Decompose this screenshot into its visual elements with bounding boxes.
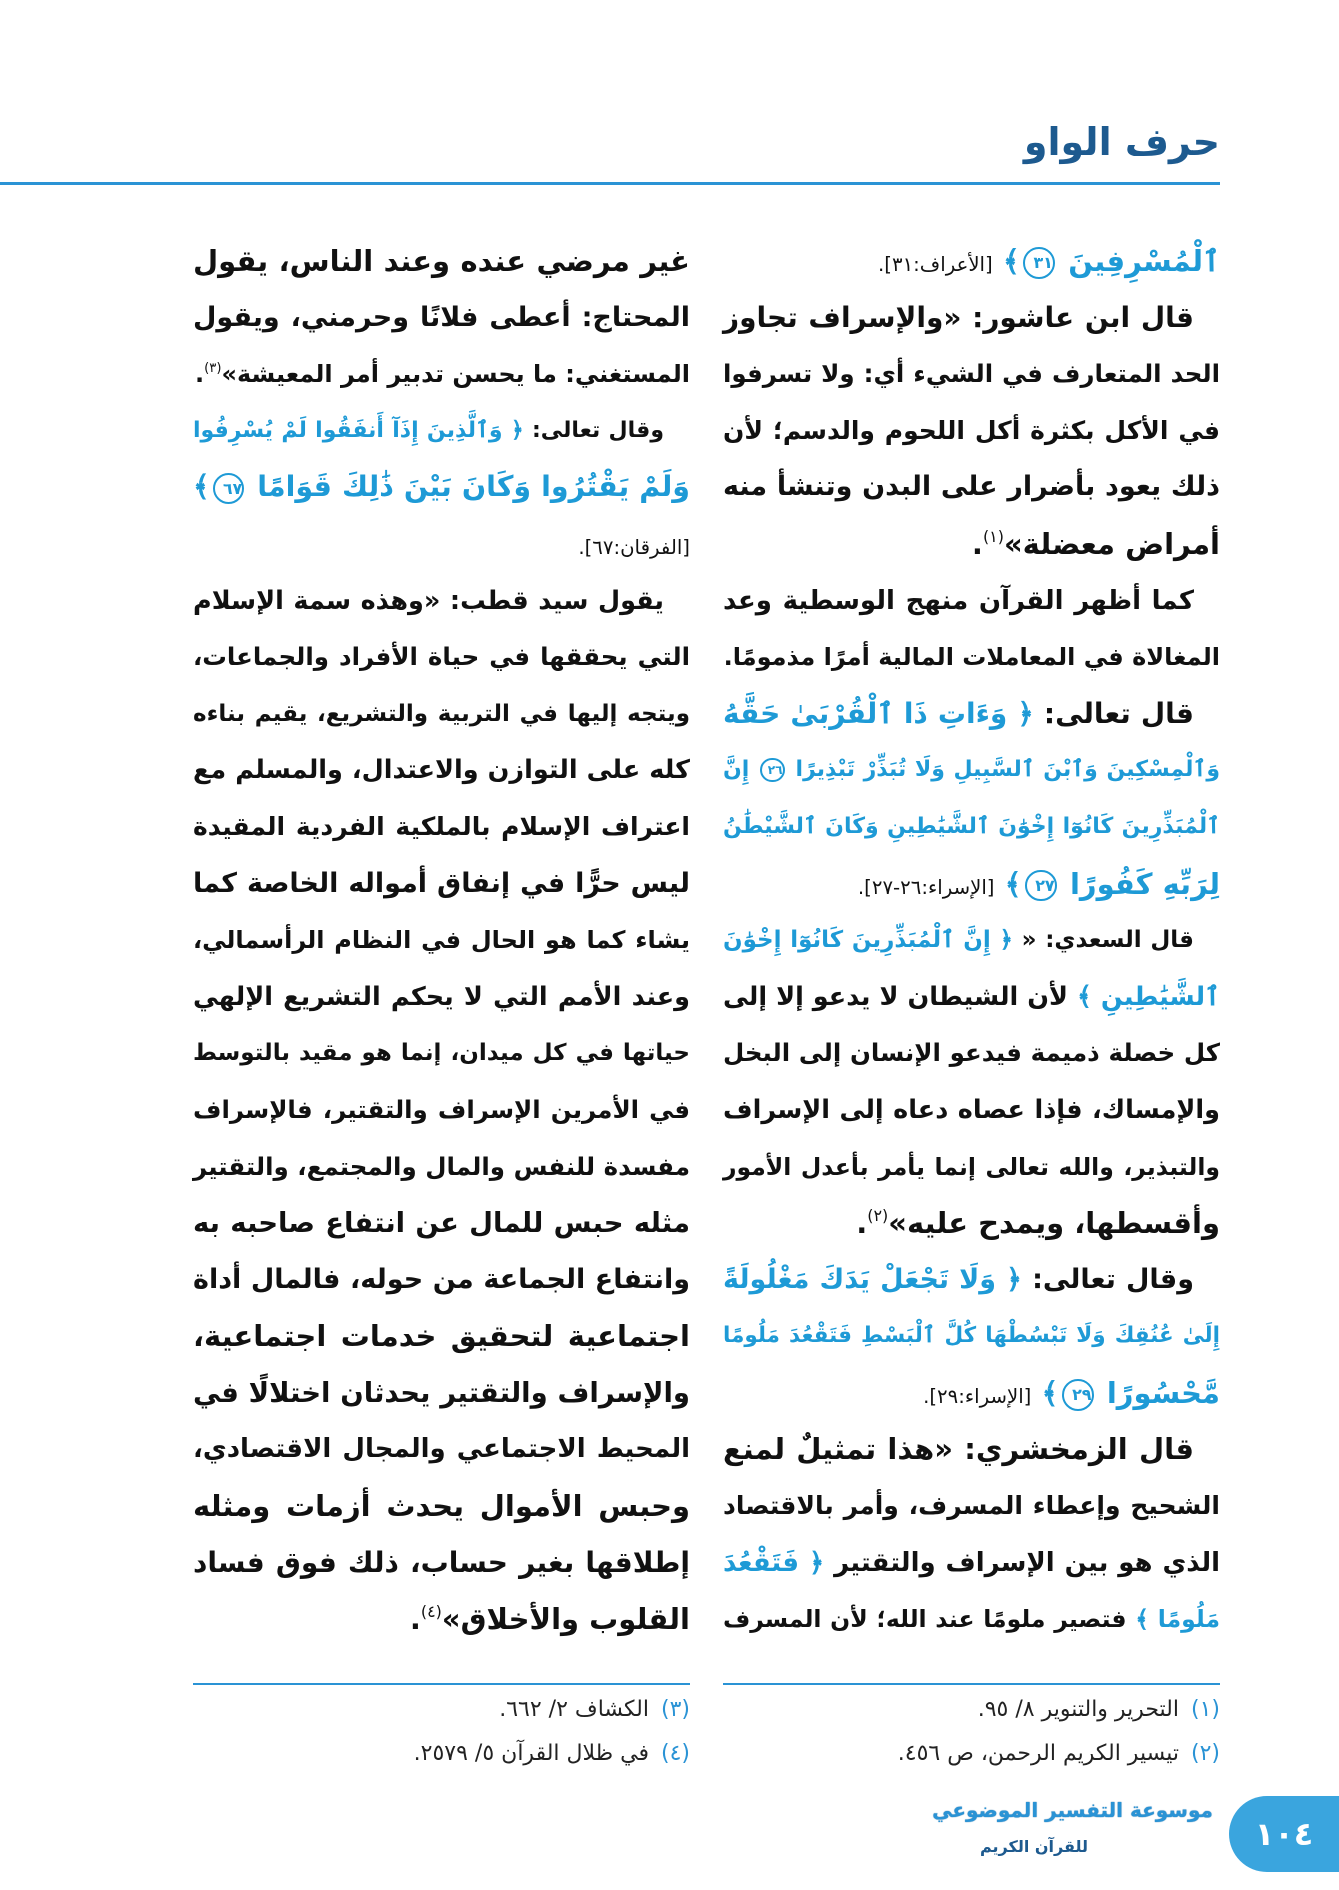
quran-text: مَلُومًا ﴾ bbox=[1135, 1605, 1221, 1634]
paragraph bbox=[723, 573, 1220, 686]
paragraph bbox=[723, 912, 1220, 1252]
body-text: ذلك يعود بأضرار على البدن وتنشأ منه bbox=[723, 471, 1220, 503]
text-line bbox=[723, 1535, 1220, 1592]
text-line bbox=[723, 1308, 1220, 1365]
text-line bbox=[193, 1308, 690, 1365]
body-text: اعتراف الإسلام بالملكية الفردية المقيدة bbox=[193, 811, 690, 841]
text-line bbox=[723, 686, 1220, 743]
footnote-number: (٣) bbox=[660, 1697, 690, 1722]
body-text: والتبذير، والله تعالى إنما يأمر بأعدل الأمور bbox=[723, 1152, 1220, 1181]
body-text: وقال تعالى: bbox=[523, 417, 664, 443]
text-line bbox=[193, 459, 690, 516]
footnote-text: تيسير الكريم الرحمن، ص ٤٥٦. bbox=[897, 1741, 1179, 1766]
text-line bbox=[193, 1591, 690, 1648]
footnotes-left bbox=[193, 1688, 690, 1776]
quran-text: إِلَىٰ عُنُقِكَ وَلَا تَبْسُطْهَا كُلَّ ٱلْبَسْطِ فَتَقْعُدَ مَلُومًا bbox=[723, 1323, 1220, 1349]
text-line bbox=[723, 1421, 1220, 1478]
text-line bbox=[193, 969, 690, 1026]
body-text: قال تعالى: bbox=[1033, 696, 1194, 730]
quran-text: ٱلْمُبَذِّرِينَ كَانُوٓا إِخْوَٰنَ ٱلشَّيَٰطِينِ وَكَانَ ٱلشَّيْطَٰنُ bbox=[723, 813, 1220, 839]
text-line bbox=[193, 686, 690, 743]
body-text: في الأمرين الإسراف والتقتير، فالإسراف bbox=[193, 1094, 690, 1124]
text-line bbox=[193, 233, 690, 290]
text-line bbox=[193, 1082, 690, 1139]
text-column-right bbox=[723, 233, 1220, 1648]
logo-subtitle: للقرآن الكريم bbox=[980, 1837, 1089, 1856]
quran-text: وَلَمْ يَقْتُرُوا وَكَانَ بَيْنَ ذَٰلِكَ قَوَامًا bbox=[247, 470, 690, 504]
footnote-text: الكشاف ٢/ ٦٦٢. bbox=[499, 1697, 649, 1722]
text-line bbox=[723, 1082, 1220, 1139]
text-line bbox=[723, 573, 1220, 630]
footnote-separator-right bbox=[723, 1683, 1220, 1685]
quran-text: ﴾ bbox=[992, 244, 1020, 278]
text-line bbox=[193, 573, 690, 630]
text-line bbox=[193, 346, 690, 403]
text-line bbox=[723, 1195, 1220, 1252]
chapter-title: حرف الواو bbox=[1023, 120, 1220, 164]
paragraph bbox=[723, 233, 1220, 290]
paragraph bbox=[723, 686, 1220, 912]
text-line bbox=[193, 742, 690, 799]
ayah-number-marker: ٢٦ bbox=[760, 758, 784, 782]
footnote-text: التحرير والتنوير ٨/ ٩٥. bbox=[977, 1697, 1179, 1722]
body-text: القلوب والأخلاق» bbox=[441, 1602, 690, 1637]
body-text: والإمساك، فإذا عصاه دعاه إلى الإسراف bbox=[723, 1094, 1220, 1125]
body-text: حياتها في كل ميدان، إنما هو مقيد بالتوسط bbox=[193, 1040, 690, 1067]
body-text: غير مرضي عنده وعند الناس، يقول bbox=[193, 244, 690, 278]
body-text: وقال تعالى: bbox=[1021, 1263, 1194, 1295]
body-text: يشاء كما هو الحال في النظام الرأسمالي، bbox=[193, 926, 690, 955]
quran-text: ﴾ bbox=[1031, 1375, 1059, 1410]
body-text: ليس حرًّا في إنفاق أمواله الخاصة كما bbox=[193, 867, 690, 899]
text-line bbox=[193, 516, 690, 573]
text-line bbox=[723, 346, 1220, 403]
page-number-badge: ١٠٤ bbox=[1229, 1796, 1339, 1872]
text-line bbox=[193, 1195, 690, 1252]
quran-text: ﴾ bbox=[193, 470, 210, 504]
text-line bbox=[193, 1139, 690, 1196]
body-text: إطلاقها بغير حساب، ذلك فوق فساد bbox=[193, 1545, 690, 1579]
text-line bbox=[193, 799, 690, 856]
text-line bbox=[723, 459, 1220, 516]
body-text: لأن الشيطان لا يدعو إلا إلى bbox=[723, 981, 1078, 1012]
body-text: يقول سيد قطب: «وهذه سمة الإسلام bbox=[193, 585, 664, 616]
footnote-separator-left bbox=[193, 1683, 690, 1685]
text-line bbox=[723, 1591, 1220, 1648]
footnote-number: (١) bbox=[1190, 1697, 1220, 1722]
text-line bbox=[193, 856, 690, 913]
text-line bbox=[723, 1252, 1220, 1309]
footnote-number: (٤) bbox=[660, 1741, 690, 1766]
quran-text: ﴿ إِنَّ ٱلْمُبَذِّرِينَ كَانُوٓا إِخْوَٰنَ bbox=[723, 927, 1013, 954]
body-text: أمراض معضلة» bbox=[1003, 526, 1220, 561]
text-line bbox=[193, 1365, 690, 1422]
body-text: كله على التوازن والاعتدال، والمسلم مع bbox=[193, 755, 690, 786]
body-text: قال الزمخشري: «هذا تمثيلٌ لمنع bbox=[723, 1432, 1194, 1467]
body-text: . bbox=[409, 1602, 421, 1637]
text-line bbox=[723, 912, 1220, 969]
ayah-number-marker: ٣١ bbox=[1023, 247, 1055, 279]
text-line bbox=[723, 290, 1220, 347]
text-line bbox=[193, 1421, 690, 1478]
text-line bbox=[723, 856, 1220, 913]
quran-text: إِنَّ bbox=[723, 757, 758, 783]
footnote-marker: (١) bbox=[982, 527, 1004, 547]
footnote-text: في ظلال القرآن ٥/ ٢٥٧٩. bbox=[413, 1741, 649, 1766]
body-text: اجتماعية لتحقيق خدمات اجتماعية، bbox=[193, 1319, 690, 1354]
body-text: وانتفاع الجماعة من حوله، فالمال أداة bbox=[193, 1263, 690, 1295]
body-text: والإسراف والتقتير يحدثان اختلالًا في bbox=[193, 1376, 690, 1409]
body-text: . bbox=[856, 1206, 868, 1241]
body-text: المحيط الاجتماعي والمجال الاقتصادي، bbox=[193, 1434, 690, 1465]
text-line bbox=[723, 1025, 1220, 1082]
footnote bbox=[193, 1688, 690, 1732]
verse-reference: [الأعراف:٣١]. bbox=[878, 253, 993, 276]
quran-text: ﴿ وَلَا تَجْعَلْ يَدَكَ مَغْلُولَةً bbox=[723, 1263, 1022, 1295]
body-text: . bbox=[971, 526, 983, 561]
body-text: وعند الأمم التي لا يحكم التشريع الإلهي bbox=[193, 981, 690, 1012]
footnote bbox=[723, 1732, 1220, 1776]
text-line bbox=[723, 1365, 1220, 1422]
paragraph bbox=[723, 290, 1220, 573]
quran-text: وَٱلْمِسْكِينَ وَٱبْنَ ٱلسَّبِيلِ وَلَا تُبَذِّرْ تَبْذِيرًا bbox=[786, 757, 1220, 783]
text-line bbox=[723, 233, 1220, 290]
text-line bbox=[723, 742, 1220, 799]
text-line bbox=[193, 403, 690, 460]
verse-reference: [الإسراء:٢٩]. bbox=[923, 1384, 1032, 1408]
quran-text: ﴾ bbox=[994, 866, 1022, 901]
text-line bbox=[723, 1478, 1220, 1535]
body-text: التي يحققها في حياة الأفراد والجماعات، bbox=[193, 642, 690, 672]
body-text: وحبس الأموال يحدث أزمات ومثله bbox=[193, 1489, 690, 1524]
text-line bbox=[193, 629, 690, 686]
header-rule bbox=[0, 182, 1220, 185]
text-line bbox=[723, 516, 1220, 573]
text-line bbox=[723, 969, 1220, 1026]
body-text: المغالاة في المعاملات المالية أمرًا مذمومًا. bbox=[723, 643, 1220, 672]
body-text: المحتاج: أعطى فلانًا وحرمني، ويقول bbox=[193, 301, 690, 333]
text-line bbox=[193, 290, 690, 347]
body-text: كل خصلة ذميمة فيدعو الإنسان إلى البخل bbox=[723, 1038, 1220, 1068]
quran-text: لِرَبِّهِ كَفُورًا bbox=[1059, 866, 1220, 901]
ayah-number-marker: ٦٧ bbox=[213, 473, 244, 504]
quran-text: ٱلشَّيَٰطِينِ ﴾ bbox=[1077, 981, 1221, 1012]
body-text: وأقسطها، ويمدح عليه» bbox=[888, 1206, 1220, 1241]
ayah-number-marker: ٢٧ bbox=[1025, 870, 1057, 902]
footnote-marker: (٢) bbox=[867, 1206, 889, 1226]
text-line bbox=[723, 403, 1220, 460]
body-text: كما أظهر القرآن منهج الوسطية وعد bbox=[723, 585, 1194, 616]
quran-text: ﴿ فَتَقْعُدَ bbox=[723, 1547, 825, 1578]
text-column-left bbox=[193, 233, 690, 1648]
quran-text: ﴿ وَٱلَّذِينَ إِذَآ أَنفَقُوا لَمْ يُسْرِفُوا bbox=[193, 417, 524, 443]
encyclopedia-logo bbox=[930, 1786, 1215, 1872]
body-text: مثله حبس للمال عن انتفاع صاحبه به bbox=[193, 1207, 690, 1240]
footnotes-right bbox=[723, 1688, 1220, 1776]
paragraph bbox=[193, 573, 690, 1648]
verse-reference: [الإسراء:٢٦-٢٧]. bbox=[857, 875, 995, 899]
quran-text: ﴿ وَءَاتِ ذَا ٱلْقُرْبَىٰ حَقَّهُ bbox=[723, 696, 1034, 730]
body-text: الشحيح وإعطاء المسرف، وأمر بالاقتصاد bbox=[723, 1491, 1220, 1521]
text-line bbox=[723, 1139, 1220, 1196]
verse-reference: [الفرقان:٦٧]. bbox=[578, 535, 690, 559]
paragraph bbox=[193, 403, 690, 573]
body-text: فتصير ملومًا عند الله؛ لأن المسرف bbox=[723, 1605, 1136, 1634]
text-line bbox=[193, 1252, 690, 1309]
body-text: ويتجه إليها في التربية والتشريع، يقيم بناءه bbox=[193, 700, 690, 727]
text-line bbox=[193, 1535, 690, 1592]
body-text: مفسدة للنفس والمال والمجتمع، والتقتير bbox=[193, 1151, 690, 1181]
body-text: الذي هو بين الإسراف والتقتير bbox=[824, 1547, 1220, 1578]
body-text: المستغني: ما يحسن تدبير أمر المعيشة» bbox=[221, 360, 690, 389]
logo-title: موسوعة التفسير الموضوعي bbox=[932, 1798, 1213, 1822]
body-text: في الأكل بكثرة أكل اللحوم والدسم؛ لأن bbox=[723, 415, 1220, 445]
text-line bbox=[723, 799, 1220, 856]
paragraph bbox=[723, 1421, 1220, 1647]
text-line bbox=[193, 912, 690, 969]
quran-text: مَّحْسُورًا bbox=[1096, 1375, 1220, 1410]
footnote bbox=[193, 1732, 690, 1776]
paragraph bbox=[193, 233, 690, 403]
footnote bbox=[723, 1688, 1220, 1732]
text-line bbox=[193, 1025, 690, 1082]
body-text: قال السعدي: « bbox=[1012, 927, 1194, 954]
body-text: . bbox=[194, 360, 205, 389]
quran-text: ٱلْمُسْرِفِينَ bbox=[1058, 244, 1220, 278]
text-line bbox=[723, 629, 1220, 686]
text-line bbox=[193, 1478, 690, 1535]
body-text: قال ابن عاشور: «والإسراف تجاوز bbox=[723, 300, 1194, 334]
footnote-marker: (٣) bbox=[204, 361, 222, 377]
paragraph bbox=[723, 1252, 1220, 1422]
body-text: الحد المتعارف في الشيء أي: ولا تسرفوا bbox=[723, 359, 1220, 389]
footnote-number: (٢) bbox=[1190, 1741, 1220, 1766]
ayah-number-marker: ٢٩ bbox=[1062, 1379, 1094, 1411]
footnote-marker: (٤) bbox=[420, 1602, 442, 1622]
